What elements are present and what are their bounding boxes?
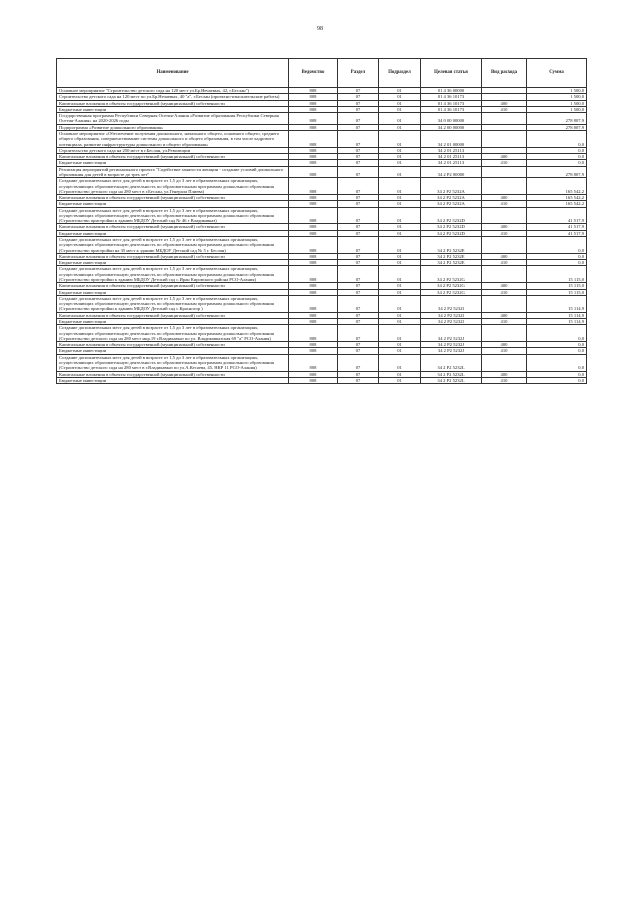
cell-cs: 34 2 P2 5232J <box>421 342 482 348</box>
cell-vr <box>482 266 527 283</box>
cell-ved: 808 <box>289 94 338 100</box>
cell-name: Создание дополнительных мест для детей в возрасте от 1,5 до 3 лет в образовательных организациях, осуществляющих образовательную деятельность по образовательным программам дошкольного образования (Строительство пристройки к зданию МБДОУ Детский сад с.Красногор ) <box>57 295 289 312</box>
table-header-row <box>57 59 587 88</box>
cell-razdel: 07 <box>338 325 379 342</box>
cell-ved: 808 <box>289 207 338 224</box>
cell-razdel: 07 <box>338 266 379 283</box>
cell-name: Государственная программа Республики Северная Осетия-Алания «Развитие образования Республики Северная Осетия-Алания» на 2020-2026 годы <box>57 113 289 125</box>
budget-table <box>56 58 587 384</box>
cell-razdel: 07 <box>338 178 379 195</box>
cell-cs: 34 2 00 00000 <box>421 124 482 130</box>
cell-ved: 808 <box>289 318 338 324</box>
cell-vr <box>482 237 527 254</box>
cell-cs: 34 2 P2 5232G <box>421 266 482 283</box>
cell-cs: 34 2 01 25113 <box>421 154 482 160</box>
cell-sum: 1 500,0 <box>527 100 587 106</box>
cell-vr: 400 <box>482 224 527 230</box>
cell-name: Капитальные вложения в объекты государственной (муниципальной) собственности <box>57 224 289 230</box>
cell-podrazdel: 01 <box>379 88 421 94</box>
cell-ved: 808 <box>289 325 338 342</box>
cell-vr: 400 <box>482 283 527 289</box>
cell-podrazdel: 01 <box>379 318 421 324</box>
cell-ved: 808 <box>289 354 338 371</box>
cell-razdel: 07 <box>338 113 379 125</box>
cell-razdel: 07 <box>338 88 379 94</box>
cell-razdel: 07 <box>338 201 379 207</box>
cell-vr <box>482 295 527 312</box>
cell-cs: 34 0 00 00000 <box>421 113 482 125</box>
cell-vr: 400 <box>482 312 527 318</box>
cell-sum: 278 807,9 <box>527 166 587 178</box>
cell-cs: 34 2 P2 5232I <box>421 312 482 318</box>
table-row <box>57 377 587 383</box>
cell-podrazdel: 01 <box>379 147 421 153</box>
table-row <box>57 166 587 178</box>
cell-cs: 01 4 36 00000 <box>421 88 482 94</box>
cell-podrazdel: 01 <box>379 230 421 236</box>
cell-vr <box>482 354 527 371</box>
cell-vr: 410 <box>482 260 527 266</box>
cell-name: Капитальные вложения в объекты государственной (муниципальной) собственности <box>57 371 289 377</box>
cell-sum: 15 115,0 <box>527 266 587 283</box>
table-body <box>57 88 587 384</box>
cell-ved: 808 <box>289 260 338 266</box>
cell-ved: 808 <box>289 201 338 207</box>
cell-vr <box>482 178 527 195</box>
cell-name: Капитальные вложения в объекты государственной (муниципальной) собственности <box>57 100 289 106</box>
cell-sum: 15 114,9 <box>527 312 587 318</box>
cell-sum: 0,0 <box>527 342 587 348</box>
cell-cs: 34 2 P2 5232G <box>421 289 482 295</box>
cell-razdel: 07 <box>338 289 379 295</box>
cell-cs: 01 4 36 10173 <box>421 106 482 112</box>
cell-vr: 410 <box>482 230 527 236</box>
cell-razdel: 07 <box>338 106 379 112</box>
cell-sum: 0,0 <box>527 348 587 354</box>
cell-vr: 410 <box>482 318 527 324</box>
cell-name: Капитальные вложения в объекты государственной (муниципальной) собственности <box>57 154 289 160</box>
cell-ved: 808 <box>289 295 338 312</box>
cell-cs: 34 2 P2 5232L <box>421 371 482 377</box>
cell-razdel: 07 <box>338 377 379 383</box>
cell-razdel: 07 <box>338 195 379 201</box>
table-row <box>57 178 587 195</box>
cell-sum: 41 517,9 <box>527 230 587 236</box>
cell-podrazdel: 01 <box>379 113 421 125</box>
cell-ved: 808 <box>289 289 338 295</box>
cell-razdel: 07 <box>338 147 379 153</box>
table-row <box>57 325 587 342</box>
cell-sum: 278 807,9 <box>527 113 587 125</box>
page-number: 98 <box>317 26 323 32</box>
cell-vr <box>482 113 527 125</box>
cell-razdel: 07 <box>338 94 379 100</box>
cell-razdel: 07 <box>338 348 379 354</box>
cell-sum: 0,0 <box>527 377 587 383</box>
cell-sum: 41 517,9 <box>527 207 587 224</box>
cell-name: Бюджетные инвестиции <box>57 160 289 166</box>
cell-vr <box>482 130 527 147</box>
cell-ved: 808 <box>289 266 338 283</box>
table-row <box>57 295 587 312</box>
cell-ved: 808 <box>289 160 338 166</box>
cell-podrazdel: 01 <box>379 354 421 371</box>
cell-ved: 808 <box>289 348 338 354</box>
cell-name: Капитальные вложения в объекты государственной (муниципальной) собственности <box>57 253 289 259</box>
cell-cs: 34 2 P2 5232E <box>421 237 482 254</box>
cell-name: Бюджетные инвестиции <box>57 201 289 207</box>
cell-cs: 01 4 36 10173 <box>421 100 482 106</box>
cell-vr: 400 <box>482 253 527 259</box>
cell-ved: 808 <box>289 166 338 178</box>
cell-podrazdel: 01 <box>379 201 421 207</box>
cell-vr: 410 <box>482 377 527 383</box>
cell-ved: 808 <box>289 283 338 289</box>
cell-podrazdel: 01 <box>379 195 421 201</box>
cell-cs: 01 4 36 10173 <box>421 94 482 100</box>
cell-name: Капитальные вложения в объекты государственной (муниципальной) собственности <box>57 195 289 201</box>
cell-podrazdel: 01 <box>379 166 421 178</box>
cell-name: Бюджетные инвестиции <box>57 377 289 383</box>
cell-sum: 0,0 <box>527 237 587 254</box>
cell-razdel: 07 <box>338 354 379 371</box>
cell-sum: 0,0 <box>527 354 587 371</box>
cell-name: Бюджетные инвестиции <box>57 260 289 266</box>
cell-ved: 808 <box>289 106 338 112</box>
cell-razdel: 07 <box>338 130 379 147</box>
cell-vr <box>482 325 527 342</box>
cell-podrazdel: 01 <box>379 178 421 195</box>
header-ved: Ведомство <box>289 59 338 88</box>
cell-ved: 808 <box>289 124 338 130</box>
cell-cs: 34 2 P2 5232D <box>421 224 482 230</box>
header-podrazdel: Подраздел <box>379 59 421 88</box>
cell-sum: 0,0 <box>527 147 587 153</box>
cell-name: Реализация мероприятий регионального проекта "Содействие занятости женщин - создание условий дошкольного образования для детей в возрасте до трех лет" <box>57 166 289 178</box>
cell-sum: 15 114,9 <box>527 318 587 324</box>
cell-razdel: 07 <box>338 230 379 236</box>
cell-razdel: 07 <box>338 207 379 224</box>
cell-sum: 0,0 <box>527 130 587 147</box>
cell-cs: 34 2 P2 00000 <box>421 166 482 178</box>
cell-podrazdel: 01 <box>379 160 421 166</box>
cell-name: Создание дополнительных мест для детей в возрасте от 1,5 до 3 лет в образовательных организациях, осуществляющих образовательную деятельность по образовательным программам дошкольного образования (Строительство пристройки к зданию МБДОУ Детский сад с.Иран Кировского района РСО-Алания) <box>57 266 289 283</box>
cell-razdel: 07 <box>338 160 379 166</box>
cell-cs: 34 2 01 25113 <box>421 147 482 153</box>
cell-podrazdel: 01 <box>379 342 421 348</box>
cell-sum: 1 500,0 <box>527 94 587 100</box>
cell-podrazdel: 01 <box>379 237 421 254</box>
cell-cs: 34 2 P2 5232L <box>421 354 482 371</box>
cell-name: Бюджетные инвестиции <box>57 230 289 236</box>
cell-razdel: 07 <box>338 312 379 318</box>
cell-cs: 34 2 P2 5232L <box>421 377 482 383</box>
cell-vr: 400 <box>482 342 527 348</box>
cell-podrazdel: 01 <box>379 154 421 160</box>
cell-podrazdel: 01 <box>379 377 421 383</box>
cell-vr <box>482 207 527 224</box>
cell-name: Капитальные вложения в объекты государственной (муниципальной) собственности <box>57 312 289 318</box>
cell-ved: 808 <box>289 342 338 348</box>
cell-cs: 34 2 P2 5232А <box>421 178 482 195</box>
cell-razdel: 07 <box>338 295 379 312</box>
cell-podrazdel: 01 <box>379 130 421 147</box>
header-razdel: Раздел <box>338 59 379 88</box>
cell-podrazdel: 01 <box>379 124 421 130</box>
cell-name: Бюджетные инвестиции <box>57 106 289 112</box>
cell-razdel: 07 <box>338 283 379 289</box>
cell-vr: 400 <box>482 195 527 201</box>
cell-sum: 1 500,0 <box>527 88 587 94</box>
cell-name: Создание дополнительных мест для детей в возрасте от 1,5 до 3 лет в образовательных организациях, осуществляющих образовательную деятельность по образовательным программам дошкольного образования (Строительство детского сада на 280 мест мкр.19 г.Владикавказ по ул. Владикавказская 69 "а" РСО-Алания) <box>57 325 289 342</box>
table-row <box>57 207 587 224</box>
cell-name: Строительство детского сада на 120 мест по ул.Бр.Нечаевых, 40 "а", г.Беслан (проектно-изыскательские работы) <box>57 94 289 100</box>
cell-vr: 410 <box>482 106 527 112</box>
cell-ved: 808 <box>289 224 338 230</box>
cell-razdel: 07 <box>338 253 379 259</box>
cell-podrazdel: 01 <box>379 253 421 259</box>
cell-podrazdel: 01 <box>379 325 421 342</box>
cell-sum: 41 517,9 <box>527 224 587 230</box>
cell-sum: 0,0 <box>527 325 587 342</box>
cell-cs: 34 2 P2 5232А <box>421 195 482 201</box>
cell-name: Основное мероприятие «Обеспечение получения дошкольного, начального общего, основного общего, среднего общего образования, совершенствование системы дошкольного и общего образования, в том числе кадрового потенциала, развитие инфраструктуры дошкольного и общего образования» <box>57 130 289 147</box>
table-row <box>57 130 587 147</box>
cell-name: Создание дополнительных мест для детей в возрасте от 1,5 до 3 лет в образовательных организациях, осуществляющих образовательную деятельность по образовательным программам дошкольного образования (Строительство пристройки к зданию МБДОУ Детский сад № 46 г Владикавказ) <box>57 207 289 224</box>
cell-sum: 165 542,2 <box>527 201 587 207</box>
cell-name: Создание дополнительных мест для детей в возрасте от 1,5 до 3 лет в образовательных организациях, осуществляющих образовательную деятельность по образовательным программам дошкольного образования (Строительство детского сада на 280 мест в г.Беслан, ул.Генерала Плиева) <box>57 178 289 195</box>
cell-ved: 808 <box>289 178 338 195</box>
cell-cs: 34 2 01 25113 <box>421 160 482 166</box>
cell-name: Капитальные вложения в объекты государственной (муниципальной) собственности <box>57 283 289 289</box>
cell-name: Создание дополнительных мест для детей в возрасте от 1,5 до 3 лет в образовательных организациях, осуществляющих образовательную деятельность по образовательным программам дошкольного образования (Строительство пристройки на 35 мест к зданию МБДОУ Детский сад № 5 г. Беслан) <box>57 237 289 254</box>
cell-sum: 165 542,2 <box>527 195 587 201</box>
cell-cs: 34 2 P2 5232G <box>421 283 482 289</box>
cell-razdel: 07 <box>338 342 379 348</box>
cell-cs: 34 2 P2 5232J <box>421 348 482 354</box>
cell-sum: 15 115,0 <box>527 283 587 289</box>
cell-razdel: 07 <box>338 318 379 324</box>
cell-razdel: 07 <box>338 260 379 266</box>
header-name: Наименование <box>57 59 289 88</box>
cell-cs: 34 2 P2 5232А <box>421 201 482 207</box>
cell-vr: 410 <box>482 160 527 166</box>
cell-ved: 808 <box>289 377 338 383</box>
cell-sum: 0,0 <box>527 253 587 259</box>
cell-razdel: 07 <box>338 124 379 130</box>
cell-ved: 808 <box>289 130 338 147</box>
cell-ved: 808 <box>289 154 338 160</box>
cell-podrazdel: 01 <box>379 371 421 377</box>
cell-sum: 0,0 <box>527 260 587 266</box>
cell-vr: 410 <box>482 201 527 207</box>
cell-name: Бюджетные инвестиции <box>57 348 289 354</box>
cell-name: Капитальные вложения в объекты государственной (муниципальной) собственности <box>57 342 289 348</box>
cell-sum: 1 500,0 <box>527 106 587 112</box>
cell-podrazdel: 01 <box>379 266 421 283</box>
cell-ved: 808 <box>289 253 338 259</box>
cell-podrazdel: 01 <box>379 260 421 266</box>
cell-cs: 34 2 P2 5232E <box>421 253 482 259</box>
cell-name: Создание дополнительных мест для детей в возрасте от 1,5 до 3 лет в образовательных организациях, осуществляющих образовательную деятельность по образовательным программам дошкольного образования (Строительство детского сада на 280 мест в г.Владикавказ по ул.А.Кесаева, 45, НКР 11 РСО-Алания) <box>57 354 289 371</box>
cell-vr: 410 <box>482 289 527 295</box>
cell-podrazdel: 01 <box>379 283 421 289</box>
cell-ved: 808 <box>289 88 338 94</box>
table-row <box>57 266 587 283</box>
cell-podrazdel: 01 <box>379 289 421 295</box>
cell-podrazdel: 01 <box>379 295 421 312</box>
cell-ved: 808 <box>289 147 338 153</box>
cell-ved: 808 <box>289 230 338 236</box>
cell-vr <box>482 166 527 178</box>
cell-name: Строительство детского сада на 250 мест в г.Беслан, ул.Революции <box>57 147 289 153</box>
cell-razdel: 07 <box>338 154 379 160</box>
cell-sum: 15 115,0 <box>527 289 587 295</box>
table-row <box>57 237 587 254</box>
cell-cs: 34 2 P2 5232J <box>421 325 482 342</box>
cell-ved: 808 <box>289 113 338 125</box>
cell-sum: 0,0 <box>527 371 587 377</box>
cell-vr: 400 <box>482 371 527 377</box>
cell-podrazdel: 01 <box>379 224 421 230</box>
cell-sum: 15 114,9 <box>527 295 587 312</box>
header-sum: Сумма <box>527 59 587 88</box>
cell-razdel: 07 <box>338 237 379 254</box>
cell-podrazdel: 01 <box>379 94 421 100</box>
cell-ved: 808 <box>289 195 338 201</box>
cell-name: Бюджетные инвестиции <box>57 289 289 295</box>
cell-vr: 400 <box>482 100 527 106</box>
header-cs: Целевая статья <box>421 59 482 88</box>
cell-ved: 808 <box>289 100 338 106</box>
cell-ved: 808 <box>289 312 338 318</box>
cell-sum: 0,0 <box>527 154 587 160</box>
cell-cs: 34 2 P2 5232D <box>421 207 482 224</box>
cell-name: Подпрограмма «Развитие дошкольного образования» <box>57 124 289 130</box>
cell-cs: 34 2 P2 5232I <box>421 295 482 312</box>
cell-podrazdel: 01 <box>379 207 421 224</box>
cell-podrazdel: 01 <box>379 106 421 112</box>
cell-sum: 0,0 <box>527 160 587 166</box>
cell-sum: 278 807,9 <box>527 124 587 130</box>
cell-cs: 34 2 P2 5232I <box>421 318 482 324</box>
cell-ved: 808 <box>289 371 338 377</box>
cell-cs: 34 2 01 00000 <box>421 130 482 147</box>
cell-cs: 34 2 P2 5232E <box>421 260 482 266</box>
cell-podrazdel: 01 <box>379 312 421 318</box>
cell-podrazdel: 01 <box>379 348 421 354</box>
cell-ved: 808 <box>289 237 338 254</box>
table-row <box>57 354 587 371</box>
cell-sum: 165 542,2 <box>527 178 587 195</box>
table-row <box>57 113 587 125</box>
cell-name: Основное мероприятие "Строительство детского сада на 120 мест ул.Бр.Нечаевых, 42, г.Беслан") <box>57 88 289 94</box>
cell-cs: 34 2 P2 5232D <box>421 230 482 236</box>
header-vr: Вид расхода <box>482 59 527 88</box>
cell-razdel: 07 <box>338 371 379 377</box>
cell-razdel: 07 <box>338 166 379 178</box>
cell-vr: 400 <box>482 154 527 160</box>
cell-razdel: 07 <box>338 100 379 106</box>
cell-podrazdel: 01 <box>379 100 421 106</box>
cell-vr: 410 <box>482 348 527 354</box>
cell-razdel: 07 <box>338 224 379 230</box>
cell-name: Бюджетные инвестиции <box>57 318 289 324</box>
